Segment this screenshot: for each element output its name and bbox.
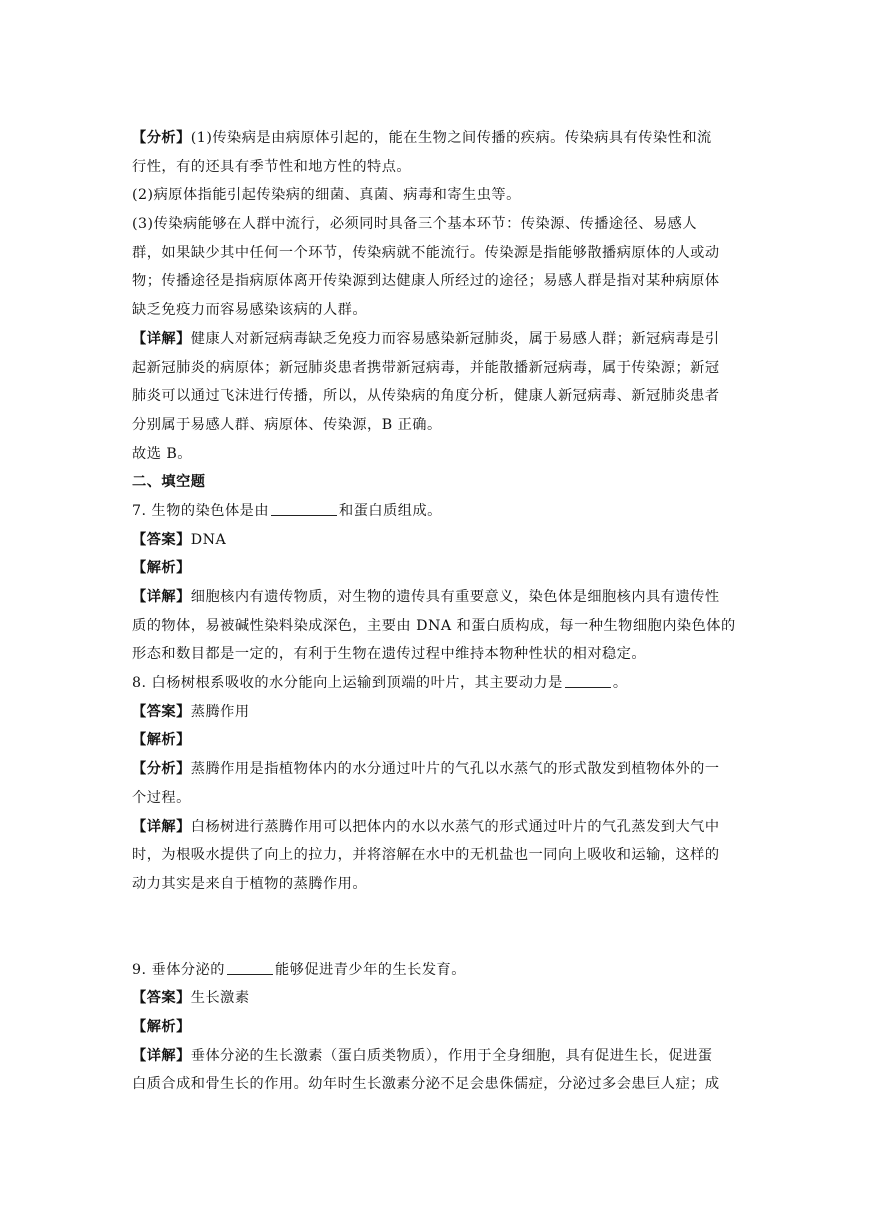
detail-text: 细胞核内有遗传物质，对生物的遗传具有重要意义，染色体是细胞核内具有遗传性 xyxy=(190,589,720,605)
answer-text: DNA xyxy=(190,531,227,548)
text-line: 分别属于易感人群、病原体、传染源，B 正确。 xyxy=(132,416,442,433)
analysis-text: 蒸腾作用是指植物体内的水分通过叶片的气孔以水蒸气的形式散发到植物体外的一 xyxy=(190,761,720,778)
detail-line xyxy=(132,1042,742,1071)
analysis-tag: 【分析】 xyxy=(132,130,191,146)
question-stem-tail: 和蛋白质组成。 xyxy=(339,502,442,519)
text-line: 动力其实是来自于植物的蒸腾作用。 xyxy=(132,875,368,892)
text-line: 质的物体，易被碱性染料染成深色，主要由 DNA 和蛋白质构成，每一种生物细胞内染色体的 xyxy=(132,617,736,634)
question-stem: 7. 生物的染色体是由 xyxy=(132,502,270,519)
text-line: 群，如果缺少其中任何一个环节，传染病就不能流行。传染源是指能够散播病原体的人或动 xyxy=(132,244,720,261)
question-8 xyxy=(132,669,742,698)
choice-line: 故选 B。 xyxy=(132,445,192,462)
analysis-tag: 【分析】 xyxy=(132,761,191,778)
question-stem-tail: 。 xyxy=(612,675,628,692)
jiexi-tag: 【解析】 xyxy=(132,560,191,577)
detail-line xyxy=(132,583,742,612)
detail-tag: 【详解】 xyxy=(132,818,191,835)
text-line: 白质合成和骨生长的作用。幼年时生长激素分泌不足会患侏儒症，分泌过多会患巨人症；成 xyxy=(132,1076,720,1093)
text-line: 行性，有的还具有季节性和地方性的特点。 xyxy=(132,158,412,175)
text-line: 肺炎可以通过飞沫进行传播，所以，从传染病的角度分析，健康人新冠病毒、新冠肺炎患者 xyxy=(132,388,720,405)
text-line: 缺乏免疫力而容易感染该病的人群。 xyxy=(132,302,368,319)
answer-line xyxy=(132,984,742,1013)
question-stem-tail: 能够促进青少年的生长发育。 xyxy=(274,961,466,978)
text-line: (3)传染病能够在人群中流行，必须同时具备三个基本环节：传染源、传播途径、易感人 xyxy=(132,216,698,233)
section-heading: 二、填空题 xyxy=(132,474,206,491)
detail-text: 健康人对新冠病毒缺乏免疫力而容易感染新冠肺炎，属于易感人群；新冠病毒是引 xyxy=(190,330,720,347)
jiexi-tag: 【解析】 xyxy=(132,1018,191,1035)
answer-text: 生长激素 xyxy=(190,990,250,1007)
answer-line xyxy=(132,526,742,555)
question-9 xyxy=(132,956,742,985)
text-line: 起新冠肺炎的病原体；新冠肺炎患者携带新冠病毒，并能散播新冠病毒，属于传染源；新冠 xyxy=(132,359,720,376)
detail-text: 垂体分泌的生长激素（蛋白质类物质），作用于全身细胞，具有促进生长，促进蛋 xyxy=(190,1047,713,1064)
detail-tag: 【详解】 xyxy=(132,589,191,605)
question-7 xyxy=(132,497,742,526)
analysis-line xyxy=(132,755,742,784)
detail-tag: 【详解】 xyxy=(132,330,191,347)
answer-line xyxy=(132,698,742,727)
page-gap xyxy=(132,899,742,956)
detail-text: 白杨树进行蒸腾作用可以把体内的水以水蒸气的形式通过叶片的气孔蒸发到大气中 xyxy=(190,818,720,835)
text-line: 形态和数目都是一定的，有利于生物在遗传过程中维持本物种性状的相对稳定。 xyxy=(132,646,647,663)
detail-line xyxy=(132,813,742,842)
question-stem: 9. 垂体分泌的 xyxy=(132,961,225,978)
answer-blank xyxy=(271,501,337,516)
answer-text: 蒸腾作用 xyxy=(190,703,250,720)
answer-blank xyxy=(565,673,611,688)
analysis-line xyxy=(132,124,742,153)
text-line: (2)病原体指能引起传染病的细菌、真菌、病毒和寄生虫等。 xyxy=(132,187,521,204)
answer-tag: 【答案】 xyxy=(132,990,191,1007)
analysis-text: (1)传染病是由病原体引起的，能在生物之间传播的疾病。传染病具有传染性和流 xyxy=(190,130,712,146)
detail-tag: 【详解】 xyxy=(132,1047,191,1064)
text-line: 个过程。 xyxy=(132,789,191,806)
answer-tag: 【答案】 xyxy=(132,531,191,548)
detail-line xyxy=(132,325,742,354)
document-page xyxy=(132,124,742,1099)
jiexi-tag: 【解析】 xyxy=(132,732,191,749)
text-line: 时，为根吸水提供了向上的拉力，并将溶解在水中的无机盐也一同向上吸收和运输，这样的 xyxy=(132,847,720,864)
text-line: 物；传播途径是指病原体离开传染源到达健康人所经过的途径；易感人群是指对某种病原体 xyxy=(132,273,720,290)
question-stem: 8. 白杨树根系吸收的水分能向上运输到顶端的叶片，其主要动力是 xyxy=(132,675,563,692)
answer-blank xyxy=(227,960,273,975)
answer-tag: 【答案】 xyxy=(132,703,191,720)
